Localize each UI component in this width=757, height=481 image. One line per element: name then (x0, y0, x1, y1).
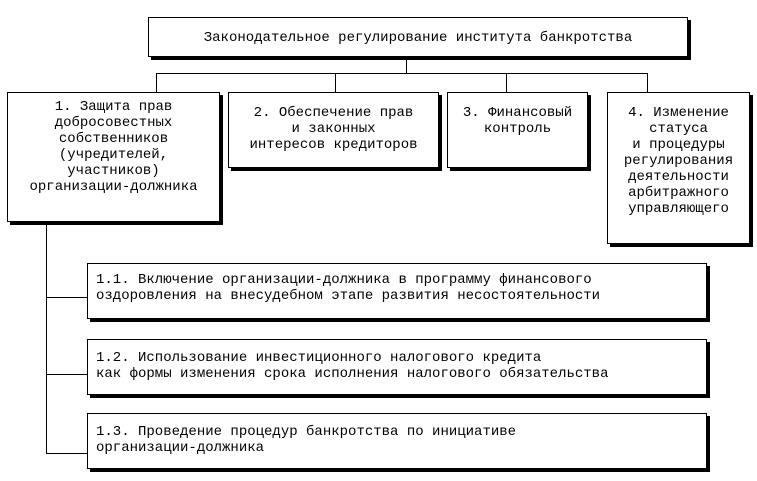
diagram-title-box: Законодательное регулирование института банкротства (148, 17, 688, 57)
subitem-box-1-3: 1.3. Проведение процедур банкротства по инициативе организации-должника (87, 413, 707, 469)
connector-to-sub1 (46, 297, 87, 298)
category-box-4: 4. Изменение статуса и процедуры регулирования деятельности арбитражного управляющего (607, 92, 750, 244)
connector-to-sub2 (46, 374, 87, 375)
connector-to-box4 (647, 73, 648, 92)
connector-left-spine (46, 222, 47, 454)
category-box-1: 1. Защита прав добросовестных собственников (учредителей, участников) организации-должника (7, 92, 220, 222)
subitem-box-1-2: 1.2. Использование инвестиционного налогового кредита как формы изменения срока исполнения налогового обязательства (87, 339, 707, 395)
category-box-3: 3. Финансовый контроль (447, 92, 588, 168)
connector-top-bus (156, 73, 648, 74)
connector-to-box1 (156, 73, 157, 92)
category-box-2: 2. Обеспечение прав и законных интересов кредиторов (228, 92, 439, 168)
connector-to-box3 (506, 73, 507, 92)
connector-to-box2 (335, 73, 336, 92)
connector-title-down (406, 57, 407, 74)
subitem-box-1-1: 1.1. Включение организации-должника в программу финансового оздоровления на внесудебном этапе развития несостоятельности (87, 263, 707, 319)
connector-to-sub3 (46, 453, 87, 454)
